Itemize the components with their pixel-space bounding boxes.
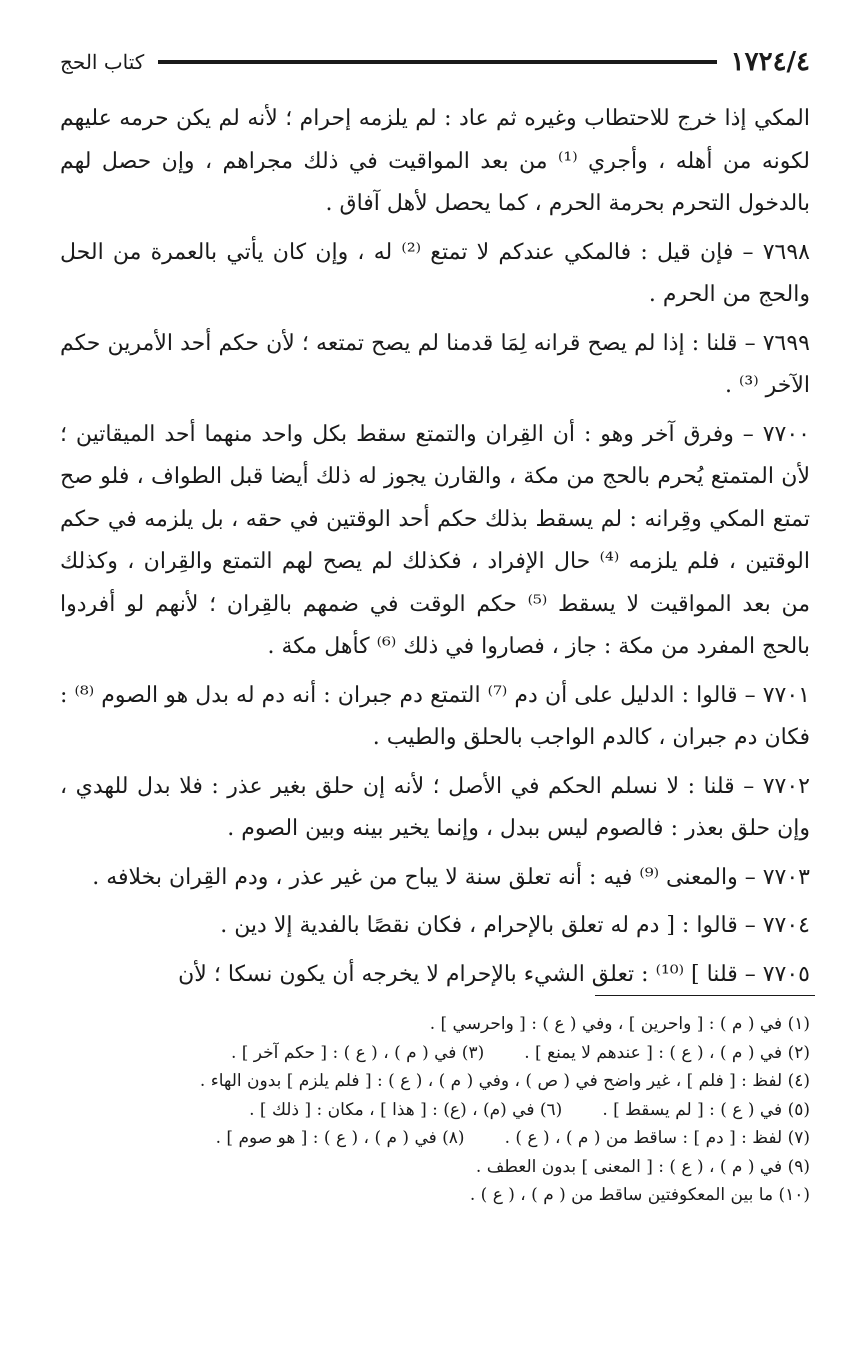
- paragraph: ٧٧٠٥ – قلنا ] ⁽¹⁰⁾ : تعلق الشيء بالإحرام لا يخرجه أن يكون نسكا ؛ لأن: [178, 961, 810, 987]
- footnote-row: [60, 1096, 810, 1125]
- footnote: (٨) في ( م ) ، ( ع ) : [ هو صوم ] .: [215, 1128, 465, 1148]
- paragraph: ٧٧٠٠ – وفرق آخر وهو : أن القِران والتمتع سقط بكل واحد منهما أحد الميقاتين ؛ لأن المتمتع يُحرم بالحج من مكة ، والقارن يجوز له ذلك أيضا قبل الطواف ، فلو صح تمتع المكي وقِرانه : لم يسقط بذلك حكم أحد الوقتين في حقه ، بل يلزمه في حكم الوقتين ، فلم يلزمه ⁽⁴⁾ حال الإفراد ، فكذلك لم يصح لهم التمتع والقِران ، وكذلك من بعد المواقيت لا يسقط ⁽⁵⁾ حكم الوقت في ضمهم بالقِران ؛ لأنهم لو أفردوا بالحج المفرد من مكة : جاز ، فصاروا في ذلك ⁽⁶⁾ كأهل مكة .: [60, 421, 811, 659]
- footnote-row: [60, 1010, 810, 1039]
- footnote: (٧) لفظ : [ دم ] : ساقط من ( م ) ، ( ع ) .: [504, 1128, 810, 1148]
- paragraph: المكي إذا خرج للاحتطاب وغيره ثم عاد : لم يلزمه إحرام ؛ لأنه لم يكن حرمه عليهم لكونه من أهله ، وأجري ⁽¹⁾ من بعد المواقيت في ذلك مجراهم ، وإن حصل لهم بالدخول التحرم بحرمة الحرم ، كما يحصل لأهل آفاق .: [60, 106, 810, 216]
- footnote-row: [60, 1124, 810, 1153]
- footnote: (٤) لفظ : [ فلم ] ، غير واضح في ( ص ) ، وفي ( م ) ، ( ع ) : [ فلم يلزم ] بدون الهاء .: [199, 1071, 810, 1091]
- page-header: [60, 42, 810, 82]
- footnote-row: [60, 1067, 810, 1096]
- footnote-row: [60, 1039, 810, 1068]
- footnote: (١٠) ما بين المعكوفتين ساقط من ( م ) ، ( ع ) .: [469, 1185, 810, 1205]
- paragraph: ٧٧٠٣ – والمعنى ⁽⁹⁾ فيه : أنه تعلق سنة لا يباح من غير عذر ، ودم القِران بخلافه .: [92, 864, 810, 890]
- footnote-row: [60, 1153, 810, 1182]
- footnotes: [60, 1010, 810, 1210]
- main-text: [60, 98, 810, 1002]
- footnote: (٦) في (م) ، (ع) : [ هذا ] ، مكان : [ ذلك ] .: [249, 1099, 563, 1120]
- footnote: (١) في ( م ) : [ واحرين ] ، وفي ( ع ) : [ واحرسي ] .: [429, 1014, 810, 1034]
- footnote: (٣) في ( م ) ، ( ع ) : [ حكم آخر ] .: [230, 1042, 485, 1063]
- page-number: ١٧٢٤/٤: [730, 47, 810, 77]
- footnote-separator: [595, 995, 815, 996]
- paragraph: ٧٦٩٩ – قلنا : إذا لم يصح قرانه لِمَا قدمنا لم يصح تمتعه ؛ لأن حكم أحد الأمرين حكم الآخر ⁽³⁾ .: [60, 330, 810, 398]
- paragraph: ٧٧٠١ – قالوا : الدليل على أن دم ⁽⁷⁾ التمتع دم جبران : أنه دم له بدل هو الصوم ⁽⁸⁾ : فكان دم جبران ، كالدم الواجب بالحلق والطيب .: [60, 682, 810, 750]
- footnote: (٩) في ( م ) ، ( ع ) : [ المعنى ] بدون العطف .: [475, 1156, 810, 1177]
- header-rule: [158, 60, 716, 64]
- footnote: (٥) في ( ع ) : [ لم يسقط ] .: [602, 1099, 810, 1120]
- book-title: كتاب الحج: [60, 50, 145, 74]
- footnote-row: [60, 1181, 810, 1210]
- footnote: (٢) في ( م ) ، ( ع ) : [ عندهم لا يمنع ] .: [524, 1042, 810, 1063]
- paragraph: ٧٧٠٤ – قالوا : [ دم له تعلق بالإحرام ، فكان نقصًا بالفدية إلا دين .: [220, 913, 810, 938]
- paragraph: ٧٧٠٢ – قلنا : لا نسلم الحكم في الأصل ؛ لأنه إن حلق بغير عذر : فلا بدل للهدي ، وإن حلق بعذر : فالصوم ليس ببدل ، وإنما يخير بينه وبين الصوم .: [60, 773, 810, 841]
- paragraph: ٧٦٩٨ – فإن قيل : فالمكي عندكم لا تمتع ⁽²⁾ له ، وإن كان يأتي بالعمرة من الحل والحج من الحرم .: [60, 239, 810, 307]
